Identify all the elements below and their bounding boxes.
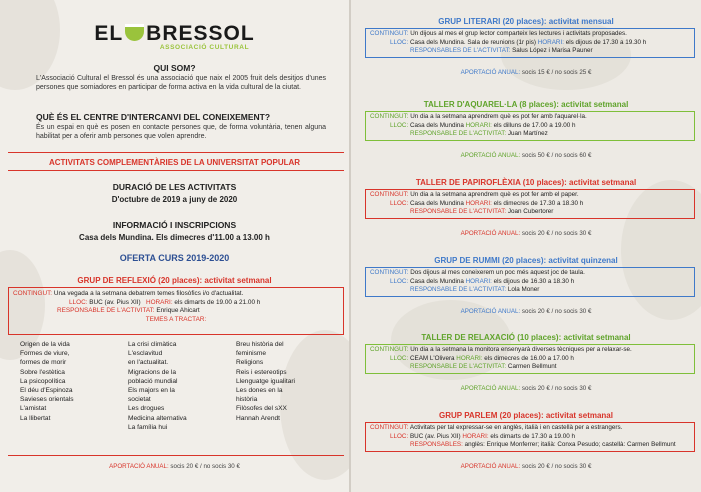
activity-line [370, 424, 690, 433]
activity-line [370, 269, 690, 278]
sun-icon [125, 24, 144, 41]
intercanvi-text: És un espai en què es posen en contacte persones que, de forma voluntària, tenen alguna habilitat per a oferir amb persones que volen aprendre. [36, 124, 326, 140]
tema-item: Les dones en la [236, 387, 283, 395]
tema-item: formes de morir [20, 359, 67, 367]
field-label: CONTINGUT: [370, 424, 409, 431]
reflexio-aportacio: APORTACIÓ ANUAL: socis 20 € / no socis 30 € [109, 463, 240, 470]
reflexio-title: GRUP DE REFLEXIÓ (20 places): activitat setmanal [77, 276, 272, 285]
field-value: Joan Cubertorer [506, 208, 554, 215]
field-value: els dilluns de 17.00 a 19.00 h [491, 121, 576, 129]
field-label: CONTINGUT: [370, 191, 409, 198]
aportacio-value: socis 20 € / no socis 30 € [520, 463, 592, 470]
tema-item: Migracions de la [128, 368, 177, 376]
aportacio-value: socis 15 € / no socis 25 € [520, 69, 592, 76]
activity-title: TALLER DE RELAXACIÓ (10 places): activitat setmanal [421, 333, 631, 342]
durada-title: DURACIÓ DE LES ACTIVITATS [112, 182, 237, 192]
tema-item: Filòsofes del sXX [236, 405, 287, 413]
durada-value: D'octubre de 2019 a juny de 2020 [111, 195, 238, 204]
field-label: HORARI: [463, 199, 492, 207]
activity-line [370, 433, 690, 442]
field-value: els dimecres de 17.30 a 18.30 h [491, 199, 584, 207]
activity-title: TALLER D'AQUAREL·LA (8 places): activitat setmanal [423, 100, 629, 109]
activity-title: GRUP LITERARI (20 places): activitat mensual [438, 17, 614, 26]
field-label: LLOC: [390, 277, 409, 285]
field-value: Carmen Bellmunt [506, 363, 557, 370]
tema-item: La crisi climàtica [128, 341, 177, 348]
qui-som-text: L'Associació Cultural el Bressol és una associació que naix el 2005 fruit dels desitjos d'unes persones que somiadores en participar de forma activa en la vida cultural de la ciutat. [36, 75, 326, 91]
activity-aportacio [351, 463, 701, 470]
info-value: Casa dels Mundina. Els dimecres d'11.00 a 13.00 h [79, 233, 270, 242]
temes-title: TEMES A TRACTAR: [145, 315, 207, 323]
field-label: RESPONSABLE DE L'ACTIVITAT: [410, 363, 507, 370]
field-label: HORARI: [463, 277, 492, 285]
field-value: Un dia a la setmana aprendrem què es pot fer amb l'aquarel·la. [408, 113, 587, 120]
activity-aportacio [351, 69, 701, 76]
aportacio-label: APORTACIÓ ANUAL: [460, 385, 521, 392]
field-value: CEAM L'Olivera [408, 354, 455, 362]
activity-box [365, 267, 695, 297]
tema-item: població mundial [128, 377, 178, 385]
tema-item: La llibertat [20, 414, 51, 422]
field-value: Juan Martínez [506, 130, 548, 137]
field-label: CONTINGUT: [370, 269, 409, 276]
field-value: Casa dels Mundina [408, 277, 464, 285]
tema-item: Reis i estereotips [236, 368, 287, 376]
field-label: RESPONSABLE DE L'ACTIVITAT: [410, 286, 507, 293]
qui-som-title: QUI SOM? [153, 63, 196, 73]
tema-item: Medicina alternativa [128, 414, 187, 422]
activity-line [370, 191, 690, 200]
field-label: HORARI: [463, 121, 492, 129]
activity-title: TALLER DE PAPIROFLÈXIA (10 places): activitat setmanal [415, 178, 637, 187]
temes-col-2 [128, 340, 228, 432]
temes-col-3 [236, 340, 336, 423]
field-value: Casa dels Mundina [408, 199, 464, 207]
aportacio-value: socis 50 € / no socis 60 € [520, 152, 592, 159]
field-value: Dos dijous al mes coneixerem un poc més aquest joc de taula. [408, 269, 585, 276]
field-label: RESPONSABLES DE L'ACTIVITAT: [410, 47, 511, 54]
divider [8, 455, 344, 456]
reflexio-contingut: CONTINGUT: Una vegada a la setmana debatrem temes filosòfics i/o d'actualitat. [13, 290, 244, 297]
activity-aportacio [351, 230, 701, 237]
logo [0, 22, 349, 51]
field-label: LLOC: [390, 432, 409, 440]
activity-line [370, 30, 690, 39]
field-label: CONTINGUT: [370, 346, 409, 353]
aportacio-label: APORTACIÓ ANUAL: [460, 152, 521, 159]
tema-item: Religions [236, 359, 264, 367]
activity-title: GRUP DE RUMMI (20 places): activitat quinzenal [434, 256, 618, 265]
info-title: INFORMACIÓ I INSCRIPCIONS [112, 220, 237, 230]
aportacio-value: socis 20 € / no socis 30 € [520, 385, 592, 392]
aportacio-label: APORTACIÓ ANUAL: [460, 69, 521, 76]
tema-item: feminisme [236, 350, 267, 358]
activity-line [370, 441, 690, 450]
tema-item: en l'actualitat. [128, 359, 169, 367]
right-page [351, 0, 701, 492]
tema-item: societat [128, 396, 151, 404]
activity-line [370, 47, 690, 56]
reflexio-responsable: RESPONSABLE DE L'ACTIVITAT: Enrique Ahicart [57, 307, 200, 315]
left-page [0, 0, 349, 492]
aportacio-value: socis 20 € / no socis 30 € [520, 230, 592, 237]
tema-item: Hannah Arendt [236, 414, 280, 422]
field-label: RESPONSABLES: [410, 441, 463, 448]
activity-aportacio [351, 308, 701, 315]
reflexio-box [8, 287, 344, 335]
field-label: HORARI: [454, 354, 483, 362]
tema-item: Formes de viure, [20, 350, 70, 358]
activity-line [370, 113, 690, 122]
activity-line [370, 355, 690, 364]
tema-item: història [236, 396, 258, 404]
temes-col-1 [20, 340, 120, 423]
field-value: Un dia a la setmana la monitora ensenyarà diverses tècniques per a relaxar-se. [408, 346, 632, 353]
field-value: BUC (av. Pius XII) [408, 432, 461, 440]
activity-aportacio [351, 152, 701, 159]
activity-box [365, 28, 695, 58]
field-value: Activitats per tal expressar-se en anglès, italià i en castellà per a estrangers. [408, 424, 623, 431]
field-value: Un dijous al mes el grup lector comparteix les lectures i activitats proposades. [408, 30, 627, 37]
tema-item: Breu història del [236, 341, 284, 348]
universitat-title: ACTIVITATS COMPLEMENTÀRIES DE LA UNIVERSITAT POPULAR [48, 158, 301, 167]
field-value: els dijous de 17.30 a 19.30 h [563, 38, 647, 46]
field-value: els dijous de 16.30 a 18.30 h [491, 277, 575, 285]
activity-box [365, 344, 695, 374]
field-label: HORARI: [535, 38, 564, 46]
tema-item: El déu d'Espinoza [20, 387, 73, 395]
field-value: els dimecres de 16.00 a 17.00 h [482, 354, 574, 362]
aportacio-value: socis 20 € / no socis 30 € [520, 308, 592, 315]
field-label: RESPONSABLE DE L'ACTIVITAT: [410, 208, 507, 215]
field-label: LLOC: [390, 121, 409, 129]
tema-item: Origen de la vida [20, 341, 70, 348]
field-label: CONTINGUT: [370, 113, 409, 120]
tema-item: Sobre l'estètica [20, 368, 65, 376]
activity-line [370, 363, 690, 372]
tema-item: L'esclavitud [128, 350, 163, 358]
field-label: LLOC: [390, 354, 409, 362]
tema-item: L'amistat [20, 405, 47, 413]
tema-item: Les drogues [128, 405, 165, 413]
tema-item: La psicopolítica [20, 377, 66, 385]
activity-line [370, 39, 690, 48]
field-label: CONTINGUT: [370, 30, 409, 37]
field-label: LLOC: [390, 199, 409, 207]
intercanvi-title: QUÈ ÉS EL CENTRE D'INTERCANVI DEL CONEIXEMENT? [36, 112, 271, 122]
activity-line [370, 122, 690, 131]
field-value: Salus López i Marisa Pauner [510, 47, 593, 54]
activity-line [370, 346, 690, 355]
field-value: Un dia a la setmana aprendrem què es pot fer amb el paper. [408, 191, 579, 198]
field-value: anglès: Enrique Monferrer; italià: Conxa Pesudo; castellà: Carmen Bellmunt [462, 441, 676, 448]
divider [8, 152, 344, 153]
field-label: LLOC: [390, 38, 409, 46]
activity-box [365, 111, 695, 141]
field-label: HORARI: [460, 432, 489, 440]
activity-line [370, 200, 690, 209]
logo-word-el: EL [94, 22, 124, 45]
tema-item: Els majors en la [128, 387, 175, 395]
activity-line [370, 286, 690, 295]
divider [8, 170, 344, 171]
field-label: RESPONSABLE DE L'ACTIVITAT: [410, 130, 507, 137]
field-value: Casa dels Mundina [408, 121, 464, 129]
field-value: Lola Moner [506, 286, 540, 293]
oferta-title: OFERTA CURS 2019-2020 [119, 253, 230, 263]
field-value: Casa dels Mundina. Sala de reunions (1r pis) [408, 38, 536, 46]
activity-box [365, 422, 695, 452]
activity-line [370, 278, 690, 287]
field-value: els dimarts de 17.30 a 19.00 h [488, 432, 576, 440]
logo-tagline: ASSOCIACIÓ CULTURAL [159, 44, 250, 51]
logo-word-bressol: BRESSOL [146, 22, 255, 45]
tema-item: Savieses orientals [20, 396, 74, 404]
aportacio-label: APORTACIÓ ANUAL: [460, 308, 521, 315]
activity-aportacio [351, 385, 701, 392]
activity-line [370, 130, 690, 139]
aportacio-label: APORTACIÓ ANUAL: [460, 463, 521, 470]
activity-box [365, 189, 695, 219]
reflexio-lloc: LLOC: BUC (av. Pius XII) HORARI: els dimarts de 19.00 a 21.00 h [69, 298, 261, 306]
aportacio-label: APORTACIÓ ANUAL: [460, 230, 521, 237]
tema-item: La família hui [128, 423, 168, 431]
tema-item: Llenguatge igualitari [236, 377, 296, 385]
activity-line [370, 208, 690, 217]
activity-title: GRUP PARLEM (20 places): activitat setmanal [439, 411, 613, 420]
